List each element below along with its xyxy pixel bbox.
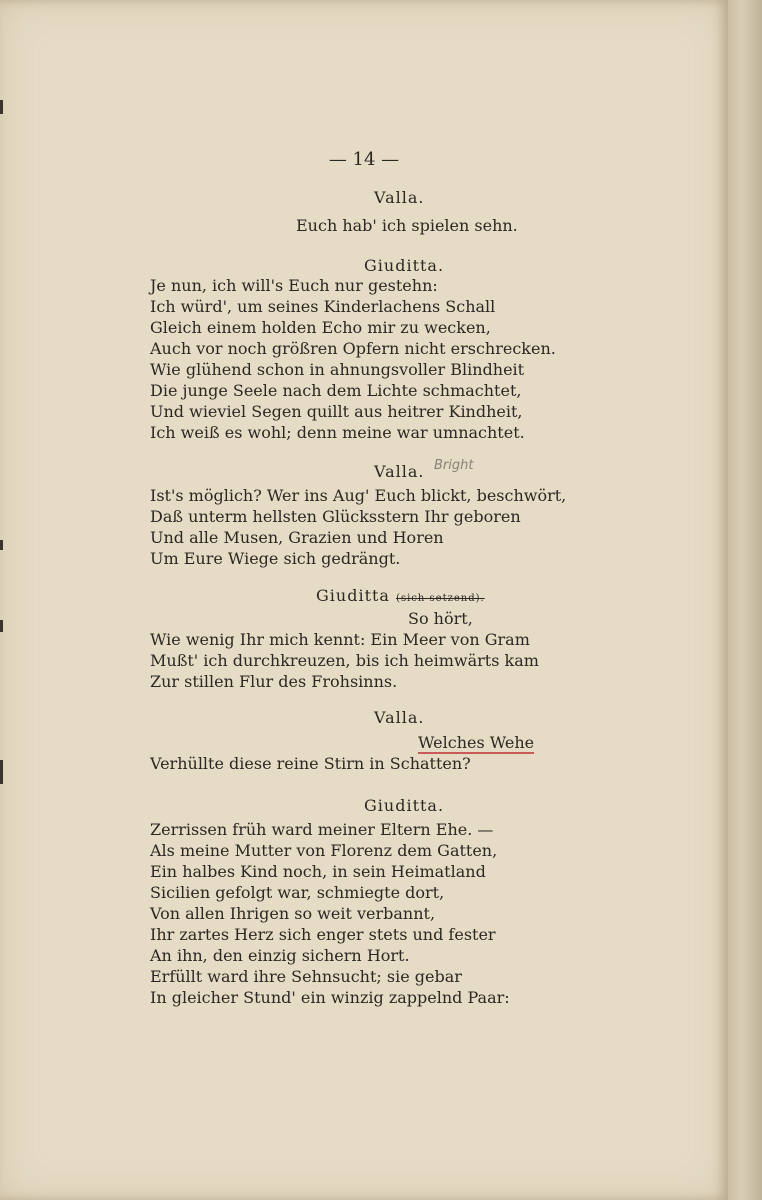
verse-line: Und wieviel Segen quillt aus heitrer Kindheit, [150,402,523,421]
scan-mark [0,540,3,550]
verse-line: So hört, [408,609,473,628]
pencil-annotation: Bright [434,458,474,473]
verse-line: Die junge Seele nach dem Lichte schmachtet, [150,381,522,400]
verse-line: Wie wenig Ihr mich kennt: Ein Meer von Gram [150,630,530,649]
verse-line: Mußt' ich durchkreuzen, bis ich heimwärts kam [150,651,539,670]
verse-line: Wie glühend schon in ahnungsvoller Blindheit [150,360,525,379]
verse-line: Ich weiß es wohl; denn meine war umnachtet. [150,423,525,442]
speaker-valla: Valla. [374,708,425,727]
verse-line: In gleicher Stund' ein winzig zappelnd Paar: [150,988,510,1007]
speaker-giuditta: Giuditta. [364,256,445,275]
verse-line: Auch vor noch größren Opfern nicht erschrecken. [150,339,556,358]
page-number: — 14 — [328,149,400,170]
verse-line: Ist's möglich? Wer ins Aug' Euch blickt, beschwört, [150,486,567,505]
verse-line: Um Eure Wiege sich gedrängt. [150,549,401,568]
verse-line: Ihr zartes Herz sich enger stets und fester [150,925,496,944]
speaker-name: Giuditta [316,586,390,605]
verse-line: An ihn, den einzig sichern Hort. [150,946,410,965]
verse-line: Euch hab' ich spielen sehn. [296,216,518,235]
verse-line: Als meine Mutter von Florenz dem Gatten, [150,841,498,860]
speaker-giuditta: Giuditta. [364,796,445,815]
verse-line: Daß unterm hellsten Glücksstern Ihr geboren [150,507,521,526]
verse-line: Zur stillen Flur des Frohsinns. [150,672,398,691]
speaker-giuditta [316,586,485,609]
verse-line [418,733,534,753]
verse-line: Zerrissen früh ward meiner Eltern Ehe. — [150,820,494,839]
scan-mark [0,100,3,114]
verse-line: Sicilien gefolgt war, schmiegte dort, [150,883,445,902]
verse-line: Von allen Ihrigen so weit verbannt, [150,904,436,923]
verse-line: Ich würd', um seines Kinderlachens Schall [150,297,496,316]
verse-line: Verhüllte diese reine Stirn in Schatten? [150,754,471,773]
verse-line: Erfüllt ward ihre Sehnsucht; sie gebar [150,967,462,986]
struck-stage-direction: (sich setzend). [396,593,485,604]
speaker-valla: Valla. [374,462,425,481]
speaker-valla: Valla. [374,188,425,207]
scan-mark [0,760,3,784]
page-edge [728,0,762,1200]
red-underlined-text: Welches Wehe [418,733,535,752]
verse-line: Gleich einem holden Echo mir zu wecken, [150,318,491,337]
verse-line: Und alle Musen, Grazien und Horen [150,528,444,547]
verse-line: Ein halbes Kind noch, in sein Heimatland [150,862,486,881]
scan-mark [0,620,3,632]
verse-line: Je nun, ich will's Euch nur gestehn: [150,276,438,295]
